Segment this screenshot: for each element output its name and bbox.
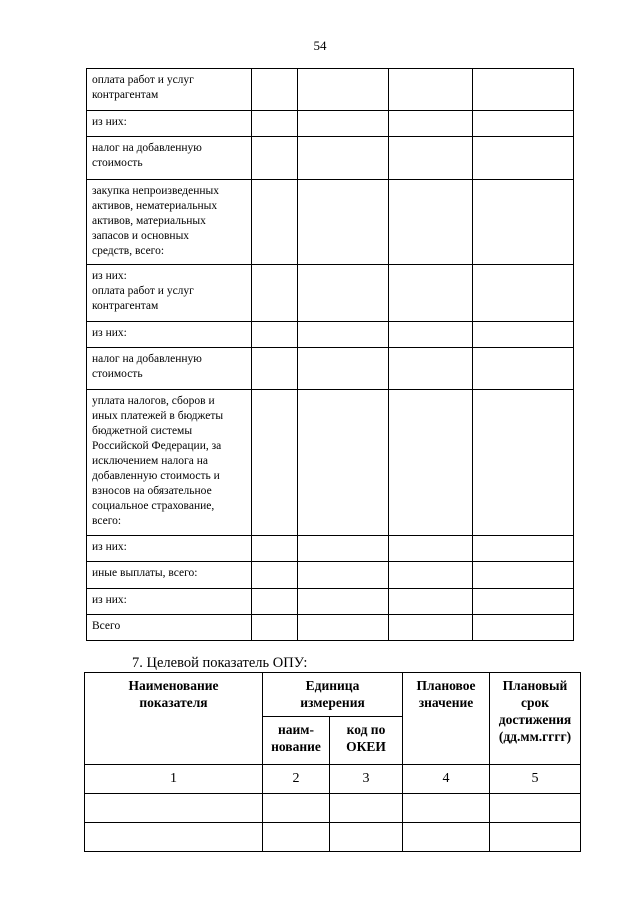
table-cell xyxy=(473,562,574,589)
table-cell xyxy=(389,137,473,180)
table-cell xyxy=(252,390,298,536)
header-unit: Единица измерения xyxy=(263,673,403,717)
table-cell xyxy=(263,823,330,852)
row-label: налог на добавленную стоимость xyxy=(87,348,252,390)
table-cell xyxy=(473,69,574,111)
column-number: 4 xyxy=(403,765,490,794)
section-heading: 7. Целевой показатель ОПУ: xyxy=(132,655,308,671)
table-cell xyxy=(473,180,574,265)
table-cell xyxy=(298,562,389,589)
table-cell xyxy=(389,265,473,322)
table-row xyxy=(85,823,581,852)
row-label: налог на добавленную стоимость xyxy=(87,137,252,180)
table-cell xyxy=(473,390,574,536)
row-label: из них: xyxy=(87,111,252,137)
table-cell xyxy=(298,111,389,137)
table-cell xyxy=(473,137,574,180)
table-cell xyxy=(389,348,473,390)
header-indicator-name: Наименование показателя xyxy=(85,673,263,765)
table-row xyxy=(85,794,581,823)
table-cell xyxy=(389,69,473,111)
table-cell xyxy=(389,111,473,137)
table-cell xyxy=(403,823,490,852)
column-number: 2 xyxy=(263,765,330,794)
table-cell xyxy=(252,322,298,348)
table-row xyxy=(87,536,574,562)
table-cell xyxy=(298,536,389,562)
table-cell xyxy=(490,823,581,852)
table-cell xyxy=(473,615,574,641)
table-cell xyxy=(252,137,298,180)
table-cell xyxy=(389,390,473,536)
table-row xyxy=(87,69,574,111)
table-row xyxy=(87,265,574,322)
header-unit-name: наим- нование xyxy=(263,717,330,765)
table-row xyxy=(87,137,574,180)
row-label: из них: xyxy=(87,536,252,562)
table-cell xyxy=(85,794,263,823)
table-cell xyxy=(473,348,574,390)
table-cell xyxy=(473,589,574,615)
header-row xyxy=(85,673,581,717)
page-number: 54 xyxy=(313,38,327,53)
header-planned-value: Плановое значение xyxy=(403,673,490,765)
table-row xyxy=(87,322,574,348)
table-cell xyxy=(298,615,389,641)
row-label: Всего xyxy=(87,615,252,641)
header-unit-code: код по ОКЕИ xyxy=(330,717,403,765)
table-cell xyxy=(252,111,298,137)
table-cell xyxy=(85,823,263,852)
table-row xyxy=(87,615,574,641)
table-row xyxy=(87,390,574,536)
target-indicator-table xyxy=(84,672,581,852)
row-label: из них: оплата работ и услуг контрагентам xyxy=(87,265,252,322)
table-cell xyxy=(298,322,389,348)
table-cell xyxy=(252,562,298,589)
table-cell xyxy=(490,794,581,823)
expenses-table xyxy=(86,68,574,641)
table-cell xyxy=(252,180,298,265)
table-row xyxy=(87,348,574,390)
table-cell xyxy=(298,348,389,390)
table-cell xyxy=(473,536,574,562)
table-cell xyxy=(252,348,298,390)
table-row xyxy=(87,180,574,265)
table-cell xyxy=(298,390,389,536)
table-cell xyxy=(252,536,298,562)
table-cell xyxy=(389,322,473,348)
column-numbers-row xyxy=(85,765,581,794)
column-number: 5 xyxy=(490,765,581,794)
table-cell xyxy=(298,589,389,615)
table-cell xyxy=(389,536,473,562)
table-cell xyxy=(473,265,574,322)
table-cell xyxy=(252,265,298,322)
row-label: закупка непроизведенных активов, нематериальных активов, материальных запасов и основных средств, всего: xyxy=(87,180,252,265)
table-cell xyxy=(473,111,574,137)
table-cell xyxy=(389,615,473,641)
table-cell xyxy=(389,589,473,615)
table-cell xyxy=(330,794,403,823)
table-row xyxy=(87,562,574,589)
column-number: 1 xyxy=(85,765,263,794)
row-label: из них: xyxy=(87,322,252,348)
table-row xyxy=(87,589,574,615)
row-label: из них: xyxy=(87,589,252,615)
row-label: оплата работ и услуг контрагентам xyxy=(87,69,252,111)
table-cell xyxy=(252,69,298,111)
table-cell xyxy=(298,180,389,265)
table-cell xyxy=(298,265,389,322)
table-cell xyxy=(252,589,298,615)
table-cell xyxy=(330,823,403,852)
table-cell xyxy=(389,180,473,265)
table-cell xyxy=(473,322,574,348)
table-cell xyxy=(403,794,490,823)
row-label: иные выплаты, всего: xyxy=(87,562,252,589)
header-planned-date: Плановый срок достижения (дд.мм.гггг) xyxy=(490,673,581,765)
table-cell xyxy=(298,69,389,111)
table-cell xyxy=(389,562,473,589)
table-cell xyxy=(263,794,330,823)
table-cell xyxy=(298,137,389,180)
table-cell xyxy=(252,615,298,641)
table-row xyxy=(87,111,574,137)
column-number: 3 xyxy=(330,765,403,794)
row-label: уплата налогов, сборов и иных платежей в бюджеты бюджетной системы Российской Федерации, за исключением налога на добавленную стоимость и взносов на обязательное социальное страхование, всего: xyxy=(87,390,252,536)
